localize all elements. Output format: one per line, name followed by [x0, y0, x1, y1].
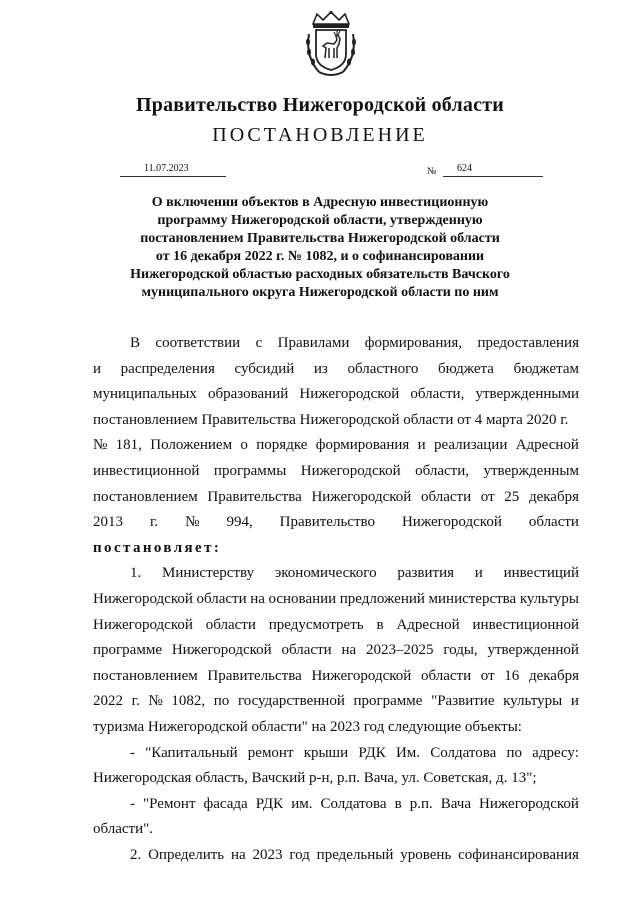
- word: Им.: [395, 744, 421, 761]
- heading-line: Нижегородской областью расходных обязательств Вачского: [130, 267, 510, 282]
- government-name: Правительство Нижегородской области: [136, 94, 504, 116]
- word: №: [185, 514, 200, 531]
- body-line: [93, 433, 579, 459]
- word: Нижегородской: [93, 590, 193, 607]
- word: 25: [504, 488, 520, 505]
- word: распределения: [120, 360, 215, 377]
- word: декабря: [528, 488, 579, 505]
- word: Адресной: [396, 616, 460, 633]
- word: 2023: [252, 846, 283, 863]
- document-heading: [110, 194, 530, 302]
- word: Правительства: [207, 488, 302, 505]
- word: утвержденным: [483, 462, 579, 479]
- word: Нижегородской: [401, 514, 502, 531]
- word: субсидий: [234, 360, 295, 377]
- word: образований: [208, 386, 289, 403]
- word: 994,: [226, 514, 253, 531]
- word: в: [376, 616, 384, 633]
- word: бюджета: [438, 360, 494, 377]
- heading-line: программу Нижегородской области, утвержденную: [157, 213, 483, 228]
- word: развития: [397, 565, 455, 582]
- body-line: [93, 382, 579, 408]
- document-date: 11.07.2023: [120, 163, 226, 177]
- body-line: постановлением Правительства Нижегородской области от 4 марта 2020 г.: [93, 411, 569, 428]
- word: культуры: [503, 693, 563, 710]
- word: декабря: [528, 667, 579, 684]
- word: культуры: [519, 590, 579, 607]
- word: адресу:: [532, 744, 579, 761]
- word: Определить: [148, 846, 225, 863]
- word: Правительства: [207, 667, 302, 684]
- body-line: [93, 485, 579, 511]
- word: государственной: [237, 693, 345, 710]
- word: Нижегородской: [300, 462, 401, 479]
- word: ремонт: [247, 744, 294, 761]
- word: экономического: [274, 565, 377, 582]
- word: утвержденными: [475, 386, 579, 403]
- word: от: [480, 667, 495, 684]
- body-line: [93, 357, 579, 383]
- word: 2023–2025: [366, 642, 434, 659]
- word: с: [255, 335, 263, 351]
- word: г.: [149, 514, 159, 531]
- heading-line: О включении объектов в Адресную инвестиционную: [151, 195, 489, 210]
- body-line: [93, 689, 579, 715]
- word: и: [474, 565, 483, 582]
- word: крыши: [303, 744, 349, 761]
- word: министерства: [428, 590, 517, 607]
- word: Солдатова: [430, 744, 497, 761]
- word: Нижегородской: [311, 667, 412, 684]
- word: постановлением: [93, 488, 198, 505]
- word: РДК: [255, 795, 284, 812]
- word: области: [205, 616, 256, 633]
- word: на: [341, 642, 357, 659]
- word: фасада: [203, 795, 248, 812]
- word: Вача: [440, 795, 472, 812]
- word: им.: [291, 795, 313, 812]
- list-item-line: [93, 741, 579, 767]
- heading-line: от 16 декабря 2022 г. № 1082, и о софинансировании: [155, 249, 485, 264]
- word: муниципальных: [93, 386, 197, 403]
- coat-of-arms-icon: [303, 10, 359, 78]
- body-line: туризма Нижегородской области" на 2023 год следующие объекты:: [93, 718, 522, 735]
- body-line: [93, 613, 579, 639]
- word: 1.: [130, 565, 142, 582]
- word: Солдатова: [320, 795, 387, 812]
- word: предусмотреть: [268, 616, 364, 633]
- word: 2013: [93, 514, 123, 531]
- word: год: [289, 846, 310, 863]
- document-type: ПОСТАНОВЛЕНИЕ: [212, 124, 428, 146]
- word: области: [420, 667, 472, 684]
- word: программы: [213, 462, 287, 479]
- word: о: [240, 437, 248, 454]
- word: предельный: [316, 846, 394, 863]
- word: из: [313, 360, 328, 377]
- word: Правительство: [279, 514, 375, 531]
- word: Нижегородской: [93, 616, 193, 633]
- word: Положением: [150, 437, 233, 454]
- word: "Ремонт: [143, 795, 196, 812]
- list-item-line: [93, 792, 579, 818]
- word: инвестиционной: [472, 616, 579, 633]
- word: Министерству: [162, 565, 255, 582]
- word: области: [420, 488, 472, 505]
- body-line: [93, 331, 579, 357]
- word: по: [213, 693, 230, 710]
- word: порядке: [256, 437, 308, 454]
- word: бюджетам: [513, 360, 579, 377]
- word: программе: [93, 642, 162, 659]
- word: на: [250, 590, 265, 607]
- word: формирования,: [364, 335, 463, 351]
- word: Нижегородской: [311, 488, 412, 505]
- word: основании: [268, 590, 337, 607]
- word: годы,: [443, 642, 478, 659]
- word: в: [394, 795, 402, 812]
- body-line: [93, 638, 579, 664]
- word: формирования: [315, 437, 410, 454]
- word: Нижегородской: [479, 795, 579, 812]
- word: 1082,: [171, 693, 206, 710]
- word: р.п.: [409, 795, 433, 812]
- word: программе: [353, 693, 423, 710]
- word: г.: [131, 693, 140, 710]
- document-number: 624: [443, 163, 543, 177]
- word: области: [528, 514, 579, 531]
- heading-line: муниципального округа Нижегородской области по ним: [141, 285, 499, 300]
- word: софинансирования: [458, 846, 579, 863]
- word: №: [93, 437, 108, 454]
- word: 181,: [115, 437, 142, 454]
- word: постановлением: [93, 667, 198, 684]
- word: РДК: [358, 744, 386, 761]
- word: и: [93, 360, 102, 377]
- word: В: [130, 335, 141, 351]
- word: 2.: [130, 846, 142, 863]
- word: уровень: [400, 846, 452, 863]
- word: реализации: [434, 437, 508, 454]
- body-line: [93, 459, 579, 485]
- word: инвестиций: [503, 565, 579, 582]
- word: -: [130, 744, 135, 761]
- word: и: [570, 693, 579, 710]
- word: и: [417, 437, 426, 454]
- word: "Развитие: [431, 693, 495, 710]
- word: областного: [347, 360, 419, 377]
- word: области: [281, 642, 332, 659]
- word: №: [148, 693, 163, 710]
- word: соответствии: [155, 335, 241, 351]
- word: 2022: [93, 693, 123, 710]
- body-line: [93, 843, 579, 869]
- heading-line: постановлением Правительства Нижегородской области: [140, 231, 500, 246]
- word: инвестиционной: [93, 462, 200, 479]
- word: "Капитальный: [145, 744, 238, 761]
- word: утвержденной: [487, 642, 579, 659]
- resolution-word: постановляет:: [93, 539, 222, 556]
- body-line: [93, 664, 579, 690]
- word: 16: [504, 667, 520, 684]
- word: по: [506, 744, 522, 761]
- word: области,: [415, 462, 470, 479]
- word: области,: [410, 386, 465, 403]
- word: предоставления: [477, 335, 579, 351]
- word: Адресной: [515, 437, 579, 454]
- list-item-line: Нижегородская область, Вачский р-н, р.п. Вача, ул. Советская, д. 13";: [93, 770, 537, 787]
- list-item-line: области".: [93, 821, 154, 838]
- word: от: [480, 488, 495, 505]
- word: -: [130, 795, 135, 812]
- word: Нижегородской: [171, 642, 272, 659]
- word: области: [196, 590, 247, 607]
- body-line: [93, 510, 579, 536]
- body-line: [93, 587, 579, 613]
- word: на: [230, 846, 246, 863]
- body-line: [93, 561, 579, 587]
- word: предложений: [339, 590, 425, 607]
- word: Правилами: [277, 335, 350, 351]
- number-label: №: [427, 166, 437, 177]
- document-body: [93, 331, 579, 868]
- word: Нижегородской: [299, 386, 400, 403]
